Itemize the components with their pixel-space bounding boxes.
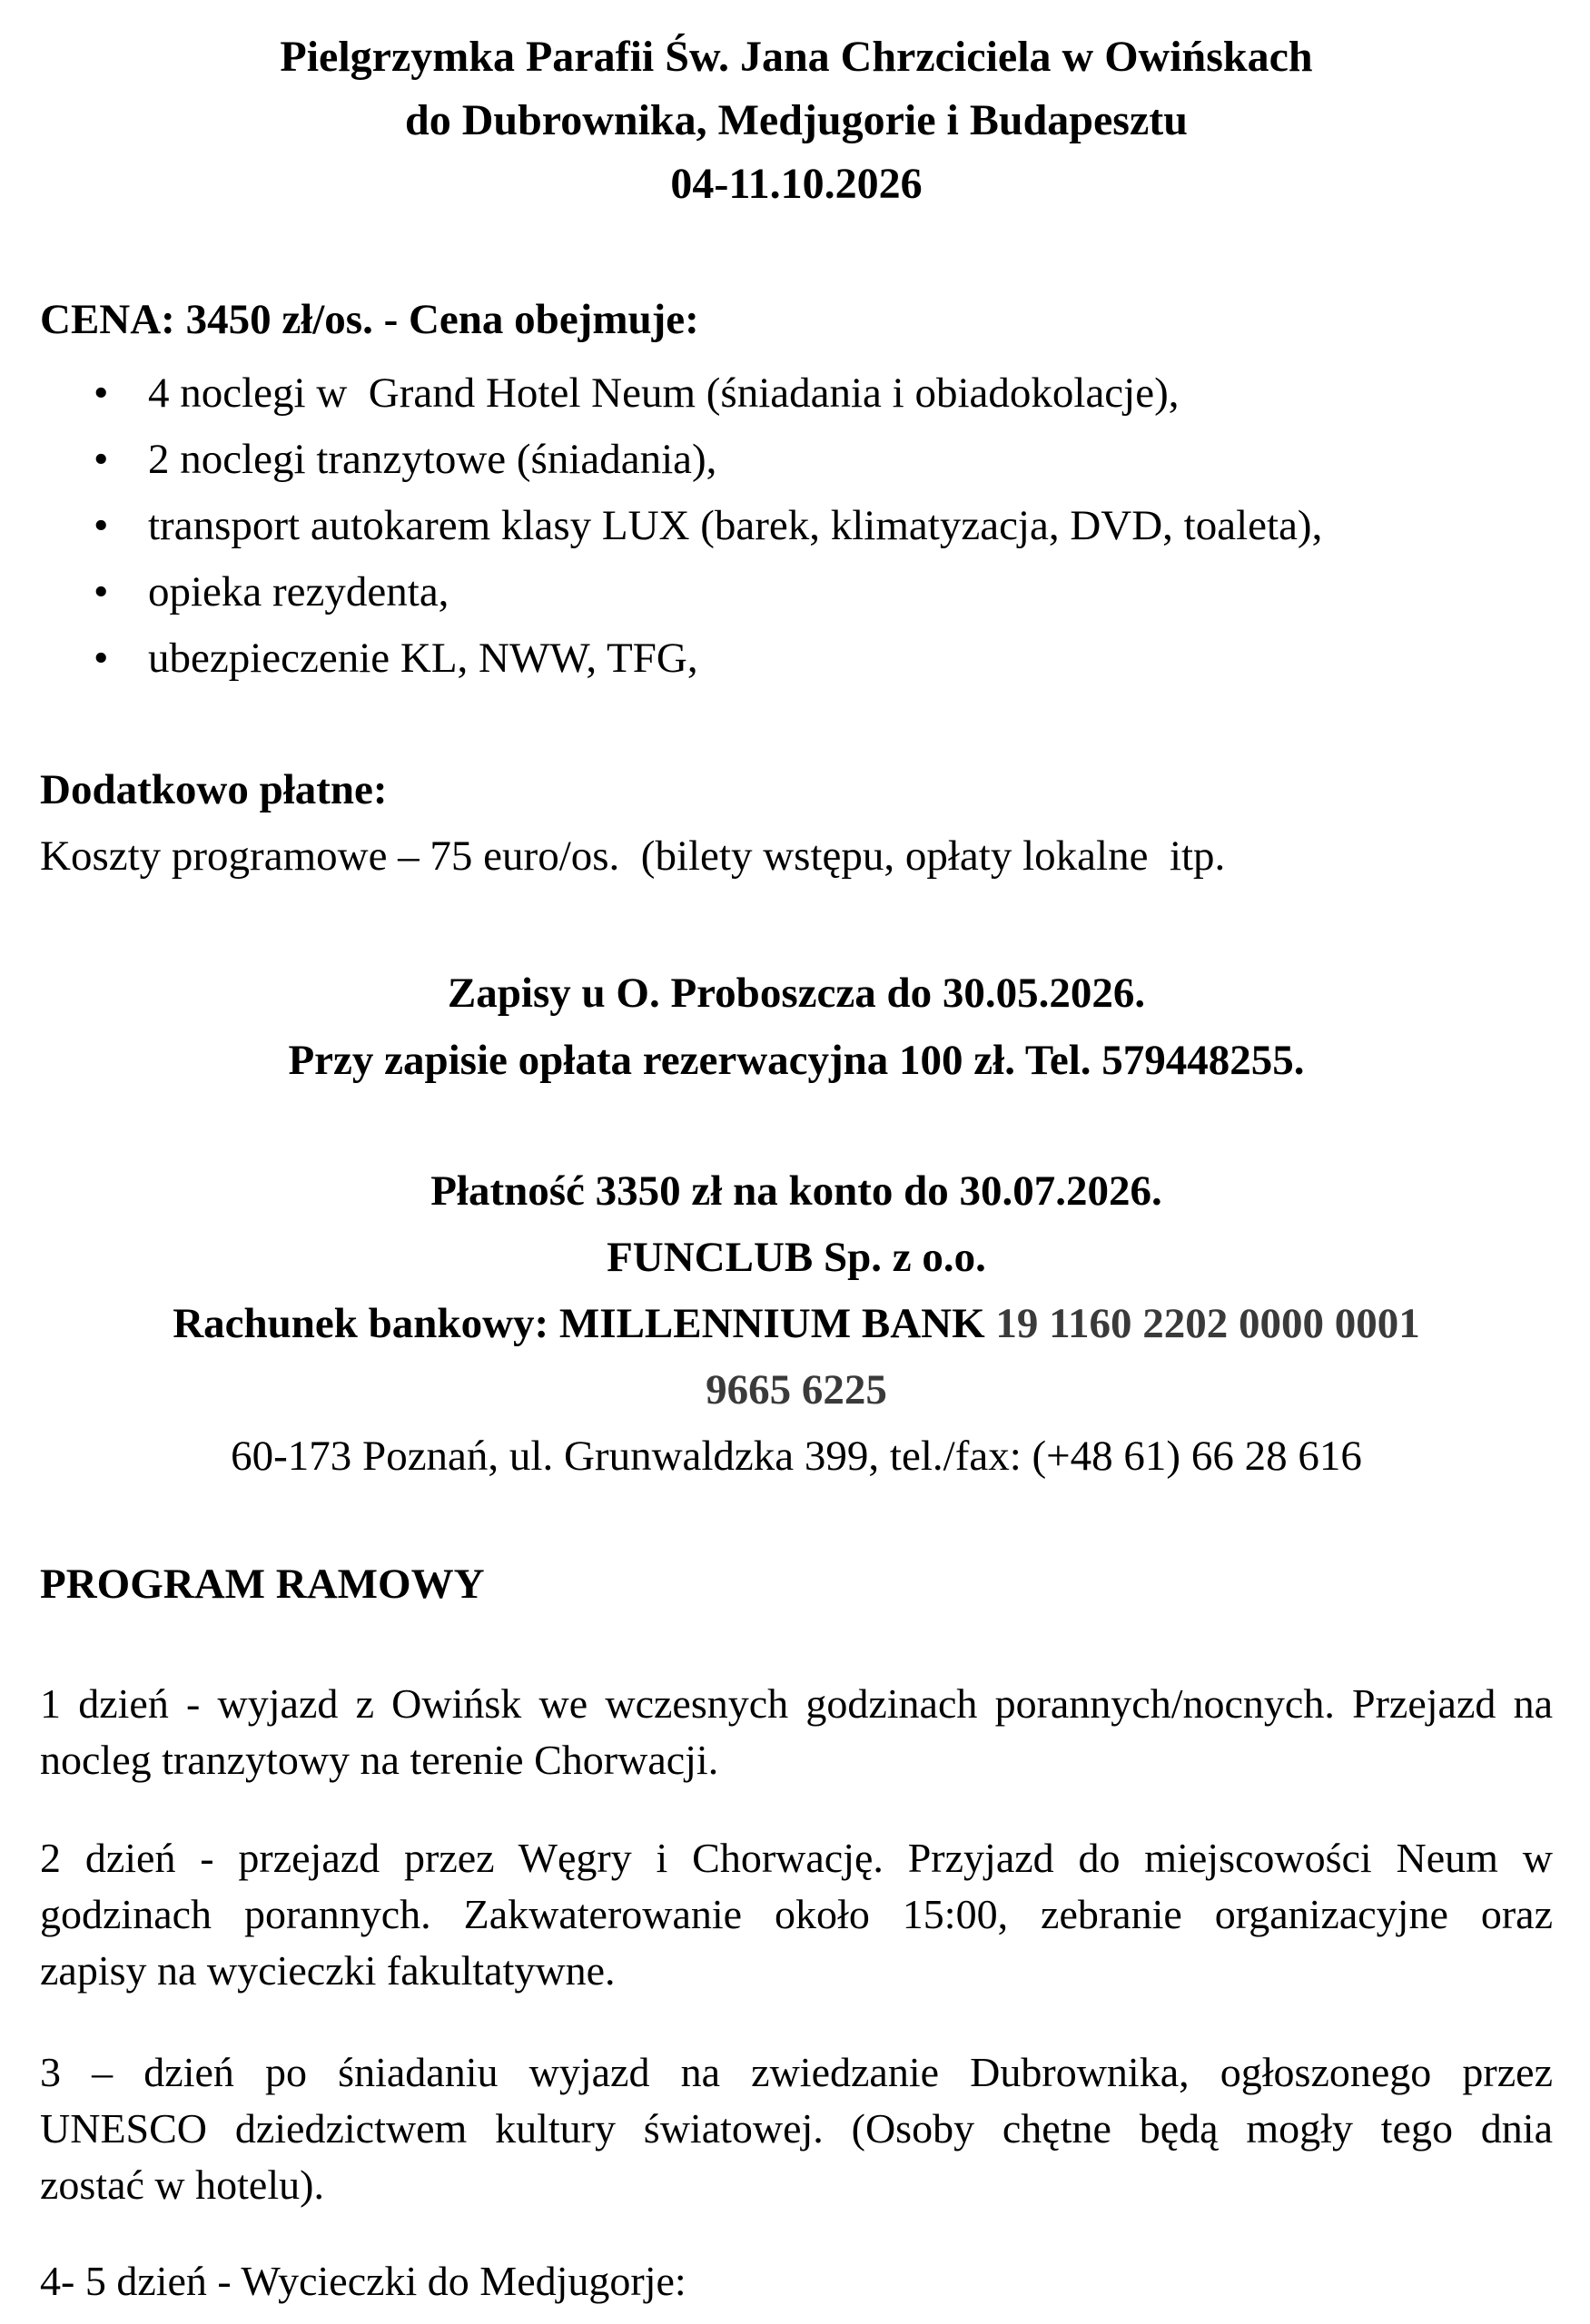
paragraph-line: 4- 5 dzień - Wycieczki do Medjugorje:: [40, 2258, 686, 2304]
program-day-3-paragraph: [40, 2044, 1553, 2213]
price-heading: CENA: 3450 zł/os. - Cena obejmuje:: [40, 296, 699, 343]
bullet-icon: •: [94, 568, 109, 615]
signup-block: [40, 960, 1553, 1094]
bullet-icon: •: [94, 369, 109, 417]
price-list-item: [40, 360, 1553, 427]
document-title: [40, 25, 1553, 216]
program-day-1-paragraph: [40, 1676, 1553, 1788]
price-list-item: [40, 559, 1553, 625]
title-line-2: do Dubrownika, Medjugorie i Budapesztu: [405, 96, 1188, 144]
payment-deadline-line: Płatność 3350 zł na konto do 30.07.2026.: [430, 1167, 1162, 1215]
bullet-icon: •: [94, 635, 109, 682]
company-address-line: 60-173 Poznań, ul. Grunwaldzka 399, tel./fax: (+48 61) 66 28 616: [231, 1433, 1362, 1480]
paragraph-line: UNESCO dziedzictwem kultury światowej. (Osoby chętne będą mogły tego dnia: [40, 2105, 1553, 2152]
title-line-1: Pielgrzymka Parafii Św. Jana Chrzciciela w Owińskach: [280, 33, 1313, 81]
account-number-part-1: 19 1160 2202 0000 0001: [995, 1300, 1420, 1347]
title-line-3-dates: 04-11.10.2026: [670, 160, 923, 208]
account-number-part-2: 9665 6225: [706, 1366, 887, 1413]
paragraph-line: 1 dzień - wyjazd z Owińsk we wczesnych godzinach porannych/nocnych. Przejazd na: [40, 1680, 1553, 1727]
paragraph-line: nocleg tranzytowy na terenie Chorwacji.: [40, 1737, 719, 1783]
signup-deadline-line: Zapisy u O. Proboszcza do 30.05.2026.: [447, 970, 1146, 1017]
price-item-text: 2 noclegi tranzytowe (śniadania),: [148, 436, 717, 483]
price-item-text: 4 noclegi w Grand Hotel Neum (śniadania i obiadokolacje),: [148, 369, 1180, 417]
signup-fee-line: Przy zapisie opłata rezerwacyjna 100 zł. Tel. 579448255.: [288, 1037, 1305, 1084]
program-day-2-paragraph: [40, 1830, 1553, 1999]
payment-block: [40, 1158, 1553, 1490]
paragraph-line: zapisy na wycieczki fakultatywne.: [40, 1947, 616, 1994]
program-day-4-5-paragraph: [40, 2253, 1553, 2309]
program-heading: PROGRAM RAMOWY: [40, 1561, 485, 1608]
bank-account-line: [40, 1291, 1553, 1357]
extra-costs-text: Koszty programowe – 75 euro/os. (bilety wstępu, opłaty lokalne itp.: [40, 832, 1226, 880]
price-list: [40, 360, 1553, 692]
extra-costs-heading: Dodatkowo płatne:: [40, 766, 388, 813]
price-item-text: ubezpieczenie KL, NWW, TFG,: [148, 635, 698, 682]
paragraph-line: 3 – dzień po śniadaniu wyjazd na zwiedzanie Dubrownika, ogłoszonego przez: [40, 2049, 1553, 2095]
bank-name-label: Rachunek bankowy: MILLENNIUM BANK: [173, 1300, 996, 1347]
paragraph-line: 2 dzień - przejazd przez Węgry i Chorwację. Przyjazd do miejscowości Neum w: [40, 1835, 1553, 1881]
price-item-text: opieka rezydenta,: [148, 568, 449, 615]
price-item-text: transport autokarem klasy LUX (barek, klimatyzacja, DVD, toaleta),: [148, 502, 1323, 549]
price-list-item: [40, 493, 1553, 559]
paragraph-line: zostać w hotelu).: [40, 2162, 324, 2208]
bullet-icon: •: [94, 436, 109, 483]
bullet-icon: •: [94, 502, 109, 549]
paragraph-line: godzinach porannych. Zakwaterowanie około 15:00, zebranie organizacyjne oraz: [40, 1891, 1553, 1937]
payment-company-line: FUNCLUB Sp. z o.o.: [607, 1234, 986, 1281]
price-list-item: [40, 625, 1553, 692]
price-list-item: [40, 427, 1553, 493]
